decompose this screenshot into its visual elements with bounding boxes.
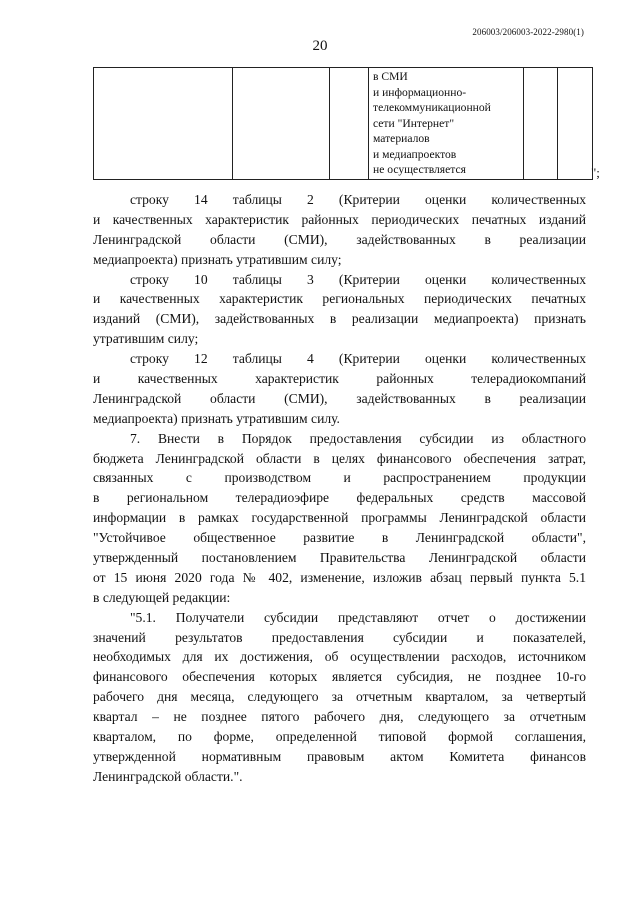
text-line: информации в рамках государственной программы Ленинградской области xyxy=(93,510,586,526)
text-line: необходимых для их достижения, об осуществлении расходов, источником xyxy=(93,649,586,665)
text-line: утвержденный постановлением Правительства Ленинградской области xyxy=(93,550,586,566)
text-line: изданий (СМИ), задействованных в реализации медиапроекта) признать xyxy=(93,311,586,327)
table-cell-empty-3 xyxy=(330,68,369,180)
text-line: финансового обеспечения которых является субсидия, не позднее 10-го xyxy=(93,669,586,685)
text-line: медиапроекта) признать утратившим силу; xyxy=(93,251,342,267)
paragraph-row-12 xyxy=(93,349,586,429)
text-line: и качественных характеристик региональных периодических печатных xyxy=(93,291,586,307)
text-line: утвержденной нормативным правовым актом Комитета финансов xyxy=(93,748,586,764)
text-line: связанных с производством и распространением продукции xyxy=(93,470,586,486)
table-cell-empty-2 xyxy=(233,68,330,180)
text-line: Ленинградской области.". xyxy=(93,768,243,784)
text-line: Ленинградской области (СМИ), задействованных в реализации xyxy=(93,231,586,247)
paragraph-quote-5-1 xyxy=(93,608,586,787)
table-cell-empty-5 xyxy=(558,68,593,180)
table-closing-quote: "; xyxy=(591,165,600,180)
text-line: квартал – не позднее пятого рабочего дня, следующего за отчетным xyxy=(93,709,586,725)
text-line: "5.1. Получатели субсидии представляют отчет о достижении xyxy=(130,609,586,625)
text-line: кварталом, по форме, определенной типовой формой соглашения, xyxy=(93,729,586,745)
continued-table xyxy=(93,67,593,180)
table-cell-line: не осуществляется xyxy=(373,163,466,176)
table-cell-line: в СМИ xyxy=(373,70,408,83)
text-line: в следующей редакции: xyxy=(93,589,231,605)
table-cell-text xyxy=(369,68,524,180)
text-line: значений результатов предоставления субсидии и показателей, xyxy=(93,629,586,645)
paragraph-row-10 xyxy=(93,270,586,350)
text-line: медиапроекта) признать утратившим силу. xyxy=(93,410,340,426)
paragraph-item-7 xyxy=(93,429,586,608)
text-line: рабочего дня месяца, следующего за отчетным кварталом, за четвертый xyxy=(93,689,586,705)
table-cell-empty-1 xyxy=(94,68,233,180)
paragraph-row-14 xyxy=(93,190,586,270)
page-number: 20 xyxy=(312,38,328,54)
table-cell-line: материалов xyxy=(373,132,430,145)
text-line: строку 14 таблицы 2 (Критерии оценки количественных xyxy=(130,192,586,207)
table-cell-line: сети "Интернет" xyxy=(373,116,455,130)
text-line: и качественных характеристик районных телерадиокомпаний xyxy=(93,371,586,387)
text-line: от 15 июня 2020 года № 402, изменение, изложив абзац первый пункта 5.1 xyxy=(93,569,586,585)
text-line: "Устойчивое общественное развитие в Ленинградской области", xyxy=(93,530,586,546)
text-line: и качественных характеристик районных периодических печатных изданий xyxy=(93,211,586,227)
table-cell-empty-4 xyxy=(524,68,558,180)
table-cell-line: и медиапроектов xyxy=(373,147,457,161)
table-cell-line: телекоммуникационной xyxy=(373,101,491,114)
text-line: бюджета Ленинградской области в целях финансового обеспечения затрат, xyxy=(93,450,586,466)
text-line: в региональном телерадиоэфире федеральных средств массовой xyxy=(93,490,586,506)
table-cell-line: и информационно- xyxy=(373,85,467,99)
text-line: Ленинградской области (СМИ), задействованных в реализации xyxy=(93,390,586,406)
text-line: строку 12 таблицы 4 (Критерии оценки количественных xyxy=(130,351,586,367)
text-line: строку 10 таблицы 3 (Критерии оценки количественных xyxy=(130,271,586,287)
document-body xyxy=(93,190,586,787)
text-line: 7. Внести в Порядок предоставления субсидии из областного xyxy=(130,430,586,446)
text-line: утратившим силу; xyxy=(93,331,199,347)
document-number: 206003/206003-2022-2980(1) xyxy=(472,27,584,37)
